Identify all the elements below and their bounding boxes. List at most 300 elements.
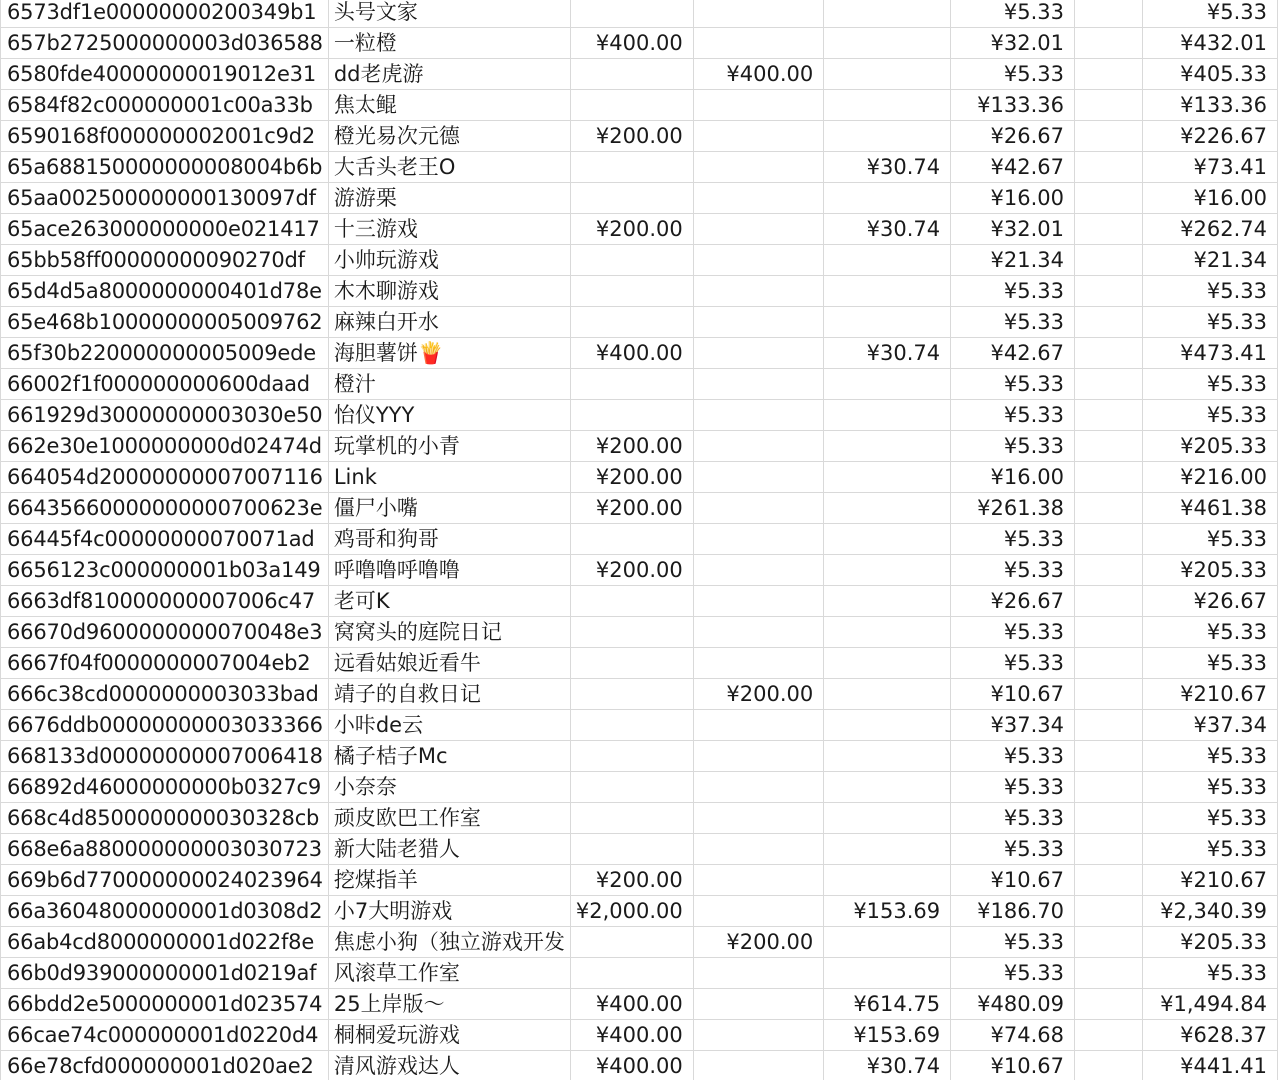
cell-amount-2[interactable] [693,710,823,741]
cell-total[interactable]: ¥5.33 [1143,958,1278,989]
table-row [1,617,1278,648]
cell-total[interactable]: ¥210.67 [1143,679,1278,710]
cell-total[interactable]: ¥5.33 [1143,400,1278,431]
cell-amount-4[interactable]: ¥5.33 [951,276,1075,307]
cell-empty[interactable] [1074,400,1142,431]
cell-amount-3[interactable] [824,555,951,586]
cell-amount-2[interactable] [693,555,823,586]
cell-user-name[interactable]: 木木聊游戏 [328,276,570,307]
cell-amount-1[interactable] [570,803,693,834]
cell-amount-3[interactable] [824,958,951,989]
cell-user-name[interactable]: 海胆薯饼🍟 [328,338,570,369]
cell-empty[interactable] [1074,803,1142,834]
cell-empty[interactable] [1074,958,1142,989]
cell-amount-3[interactable] [824,772,951,803]
cell-user-id[interactable]: 66b0d939000000001d0219af [1,958,329,989]
cell-empty[interactable] [1074,462,1142,493]
cell-amount-3[interactable] [824,741,951,772]
cell-amount-4[interactable]: ¥5.33 [951,307,1075,338]
cell-amount-4[interactable]: ¥5.33 [951,555,1075,586]
cell-amount-2[interactable]: ¥400.00 [693,59,823,90]
cell-total[interactable]: ¥37.34 [1143,710,1278,741]
cell-amount-2[interactable]: ¥200.00 [693,927,823,958]
cell-total[interactable]: ¥205.33 [1143,431,1278,462]
cell-total[interactable]: ¥73.41 [1143,152,1278,183]
cell-amount-1[interactable]: ¥2,000.00 [570,896,693,927]
cell-amount-4[interactable]: ¥42.67 [951,152,1075,183]
cell-amount-3[interactable]: ¥153.69 [824,1020,951,1051]
cell-empty[interactable] [1074,989,1142,1020]
cell-user-id[interactable]: 66892d46000000000b0327c9 [1,772,329,803]
cell-amount-4[interactable]: ¥5.33 [951,59,1075,90]
cell-user-id[interactable]: 65e468b10000000005009762 [1,307,329,338]
cell-amount-3[interactable] [824,369,951,400]
cell-amount-4[interactable]: ¥26.67 [951,586,1075,617]
cell-amount-1[interactable] [570,183,693,214]
cell-amount-2[interactable] [693,741,823,772]
cell-amount-4[interactable]: ¥10.67 [951,679,1075,710]
cell-amount-2[interactable] [693,400,823,431]
cell-amount-2[interactable] [693,958,823,989]
cell-amount-1[interactable]: ¥200.00 [570,555,693,586]
cell-amount-1[interactable]: ¥200.00 [570,865,693,896]
cell-user-name[interactable]: 风滚草工作室 [328,958,570,989]
cell-amount-3[interactable] [824,865,951,896]
cell-amount-1[interactable] [570,307,693,338]
cell-amount-2[interactable] [693,276,823,307]
cell-empty[interactable] [1074,1020,1142,1051]
cell-user-name[interactable]: 麻辣白开水 [328,307,570,338]
cell-empty[interactable] [1074,28,1142,59]
cell-total[interactable]: ¥5.33 [1143,524,1278,555]
cell-empty[interactable] [1074,524,1142,555]
cell-amount-2[interactable] [693,617,823,648]
cell-user-name[interactable]: 橙汁 [328,369,570,400]
cell-empty[interactable] [1074,59,1142,90]
cell-amount-3[interactable] [824,307,951,338]
cell-amount-3[interactable] [824,400,951,431]
cell-amount-2[interactable] [693,369,823,400]
cell-amount-1[interactable] [570,586,693,617]
cell-amount-4[interactable]: ¥5.33 [951,648,1075,679]
cell-total[interactable]: ¥461.38 [1143,493,1278,524]
cell-user-id[interactable]: 657b2725000000003d036588 [1,28,329,59]
cell-amount-3[interactable] [824,524,951,555]
cell-total[interactable]: ¥216.00 [1143,462,1278,493]
table-row [1,493,1278,524]
cell-user-name[interactable]: 游游栗 [328,183,570,214]
cell-amount-2[interactable] [693,989,823,1020]
cell-amount-4[interactable]: ¥5.33 [951,369,1075,400]
cell-user-id[interactable]: 66670d9600000000070048e3 [1,617,329,648]
cell-user-name[interactable]: 小帅玩游戏 [328,245,570,276]
cell-total[interactable]: ¥5.33 [1143,648,1278,679]
table-row [1,276,1278,307]
cell-total[interactable]: ¥441.41 [1143,1051,1278,1080]
cell-amount-3[interactable] [824,803,951,834]
table-row [1,586,1278,617]
cell-amount-1[interactable]: ¥400.00 [570,989,693,1020]
cell-user-id[interactable]: 6663df810000000007006c47 [1,586,329,617]
cell-amount-1[interactable]: ¥200.00 [570,493,693,524]
cell-empty[interactable] [1074,555,1142,586]
cell-empty[interactable] [1074,617,1142,648]
cell-amount-4[interactable]: ¥16.00 [951,462,1075,493]
cell-user-id[interactable]: 6584f82c000000001c00a33b [1,90,329,121]
table-row [1,524,1278,555]
cell-empty[interactable] [1074,772,1142,803]
cell-total[interactable]: ¥21.34 [1143,245,1278,276]
cell-amount-2[interactable] [693,772,823,803]
cell-total[interactable]: ¥205.33 [1143,927,1278,958]
cell-user-id[interactable]: 6580fde40000000019012e31 [1,59,329,90]
cell-user-name[interactable]: 新大陆老猎人 [328,834,570,865]
cell-total[interactable]: ¥262.74 [1143,214,1278,245]
cell-amount-1[interactable]: ¥400.00 [570,1020,693,1051]
cell-amount-2[interactable] [693,121,823,152]
cell-empty[interactable] [1074,338,1142,369]
cell-empty[interactable] [1074,0,1142,28]
table-row [1,152,1278,183]
cell-user-name[interactable]: 焦虑小狗（独立游戏开发 [328,927,570,958]
cell-user-id[interactable]: 66445f4c00000000070071ad [1,524,329,555]
cell-amount-3[interactable] [824,586,951,617]
cell-amount-2[interactable] [693,896,823,927]
cell-user-name[interactable]: dd老虎游 [328,59,570,90]
cell-amount-3[interactable]: ¥30.74 [824,214,951,245]
cell-amount-4[interactable]: ¥5.33 [951,803,1075,834]
cell-amount-4[interactable]: ¥32.01 [951,28,1075,59]
cell-user-id[interactable]: 6667f04f0000000007004eb2 [1,648,329,679]
cell-amount-4[interactable]: ¥74.68 [951,1020,1075,1051]
cell-amount-1[interactable] [570,958,693,989]
table-row [1,28,1278,59]
cell-amount-3[interactable] [824,834,951,865]
cell-total[interactable]: ¥26.67 [1143,586,1278,617]
cell-user-name[interactable]: 呼噜噜呼噜噜 [328,555,570,586]
cell-user-id[interactable]: 66002f1f000000000600daad [1,369,329,400]
cell-amount-3[interactable] [824,617,951,648]
cell-empty[interactable] [1074,586,1142,617]
cell-total[interactable]: ¥5.33 [1143,307,1278,338]
cell-user-name[interactable]: 鸡哥和狗哥 [328,524,570,555]
cell-user-name[interactable]: 一粒橙 [328,28,570,59]
cell-user-id[interactable]: 66435660000000000700623e [1,493,329,524]
cell-amount-1[interactable] [570,276,693,307]
cell-user-id[interactable]: 668e6a880000000003030723 [1,834,329,865]
cell-total[interactable]: ¥628.37 [1143,1020,1278,1051]
cell-amount-2[interactable] [693,431,823,462]
cell-amount-4[interactable]: ¥5.33 [951,524,1075,555]
cell-amount-3[interactable] [824,679,951,710]
cell-user-id[interactable]: 65a688150000000008004b6b [1,152,329,183]
cell-amount-3[interactable] [824,90,951,121]
cell-amount-1[interactable] [570,369,693,400]
cell-amount-2[interactable] [693,803,823,834]
table-row [1,772,1278,803]
cell-empty[interactable] [1074,648,1142,679]
cell-total[interactable]: ¥473.41 [1143,338,1278,369]
cell-user-id[interactable]: 66cae74c000000001d0220d4 [1,1020,329,1051]
cell-amount-1[interactable]: ¥200.00 [570,121,693,152]
cell-amount-3[interactable]: ¥30.74 [824,152,951,183]
cell-amount-2[interactable] [693,90,823,121]
cell-amount-1[interactable] [570,710,693,741]
cell-total[interactable]: ¥5.33 [1143,741,1278,772]
table-row [1,555,1278,586]
cell-user-id[interactable]: 66a36048000000001d0308d2 [1,896,329,927]
cell-amount-2[interactable] [693,462,823,493]
cell-amount-3[interactable] [824,493,951,524]
cell-empty[interactable] [1074,896,1142,927]
cell-amount-4[interactable]: ¥21.34 [951,245,1075,276]
cell-user-name[interactable]: 橙光易次元德 [328,121,570,152]
cell-empty[interactable] [1074,90,1142,121]
cell-amount-3[interactable] [824,28,951,59]
cell-amount-2[interactable] [693,214,823,245]
cell-user-id[interactable]: 65bb58ff00000000090270df [1,245,329,276]
cell-user-id[interactable]: 662e30e1000000000d02474d [1,431,329,462]
cell-amount-4[interactable]: ¥26.67 [951,121,1075,152]
cell-amount-3[interactable] [824,710,951,741]
cell-amount-1[interactable] [570,772,693,803]
cell-amount-1[interactable] [570,927,693,958]
cell-amount-2[interactable]: ¥200.00 [693,679,823,710]
cell-user-name[interactable]: 小7大明游戏 [328,896,570,927]
cell-amount-3[interactable] [824,59,951,90]
table-row [1,865,1278,896]
cell-amount-4[interactable]: ¥32.01 [951,214,1075,245]
cell-user-id[interactable]: 65aa002500000000130097df [1,183,329,214]
cell-empty[interactable] [1074,710,1142,741]
cell-amount-4[interactable]: ¥480.09 [951,989,1075,1020]
cell-amount-2[interactable] [693,307,823,338]
cell-amount-2[interactable] [693,648,823,679]
cell-empty[interactable] [1074,152,1142,183]
cell-empty[interactable] [1074,741,1142,772]
cell-amount-4[interactable]: ¥5.33 [951,0,1075,28]
table-row [1,0,1278,28]
table-row [1,648,1278,679]
cell-empty[interactable] [1074,1051,1142,1080]
cell-empty[interactable] [1074,276,1142,307]
cell-user-name[interactable]: Link [328,462,570,493]
cell-amount-1[interactable] [570,741,693,772]
table-row [1,462,1278,493]
cell-amount-3[interactable] [824,245,951,276]
cell-empty[interactable] [1074,121,1142,152]
cell-user-id[interactable]: 668133d00000000007006418 [1,741,329,772]
cell-user-name[interactable]: 挖煤指羊 [328,865,570,896]
cell-user-id[interactable]: 661929d30000000003030e50 [1,400,329,431]
cell-user-name[interactable]: 焦太鲲 [328,90,570,121]
cell-user-name[interactable]: 橘子桔子Mc [328,741,570,772]
cell-amount-4[interactable]: ¥37.34 [951,710,1075,741]
table-row [1,834,1278,865]
cell-user-id[interactable]: 6656123c000000001b03a149 [1,555,329,586]
cell-amount-2[interactable] [693,152,823,183]
cell-total[interactable]: ¥5.33 [1143,0,1278,28]
cell-amount-2[interactable] [693,338,823,369]
cell-user-id[interactable]: 6573df1e00000000200349b1 [1,0,329,28]
cell-user-id[interactable]: 66bdd2e5000000001d023574 [1,989,329,1020]
cell-amount-3[interactable] [824,0,951,28]
cell-empty[interactable] [1074,493,1142,524]
cell-amount-3[interactable] [824,648,951,679]
cell-amount-1[interactable]: ¥200.00 [570,431,693,462]
cell-user-name[interactable]: 顽皮欧巴工作室 [328,803,570,834]
cell-amount-4[interactable]: ¥10.67 [951,865,1075,896]
cell-total[interactable]: ¥2,340.39 [1143,896,1278,927]
cell-user-id[interactable]: 669b6d770000000024023964 [1,865,329,896]
cell-user-id[interactable]: 664054d20000000007007116 [1,462,329,493]
cell-amount-3[interactable]: ¥153.69 [824,896,951,927]
cell-amount-4[interactable]: ¥5.33 [951,958,1075,989]
cell-amount-2[interactable] [693,834,823,865]
cell-amount-1[interactable]: ¥200.00 [570,214,693,245]
cell-amount-3[interactable]: ¥30.74 [824,1051,951,1080]
cell-user-name[interactable]: 十三游戏 [328,214,570,245]
cell-amount-4[interactable]: ¥5.33 [951,431,1075,462]
cell-amount-4[interactable]: ¥5.33 [951,617,1075,648]
cell-total[interactable]: ¥5.33 [1143,772,1278,803]
cell-amount-2[interactable] [693,586,823,617]
cell-amount-4[interactable]: ¥5.33 [951,400,1075,431]
cell-amount-1[interactable] [570,59,693,90]
cell-amount-1[interactable] [570,617,693,648]
cell-user-name[interactable]: 僵尸小嘴 [328,493,570,524]
cell-amount-1[interactable] [570,90,693,121]
cell-amount-4[interactable]: ¥5.33 [951,927,1075,958]
cell-amount-3[interactable]: ¥30.74 [824,338,951,369]
cell-total[interactable]: ¥405.33 [1143,59,1278,90]
cell-amount-1[interactable]: ¥400.00 [570,1051,693,1080]
table-row [1,679,1278,710]
cell-empty[interactable] [1074,183,1142,214]
cell-user-name[interactable]: 清风游戏达人 [328,1051,570,1080]
table-row [1,958,1278,989]
cell-amount-1[interactable]: ¥400.00 [570,338,693,369]
cell-amount-2[interactable] [693,245,823,276]
cell-user-name[interactable]: 小咔de云 [328,710,570,741]
cell-user-name[interactable]: 小奈奈 [328,772,570,803]
cell-user-id[interactable]: 65f30b220000000005009ede [1,338,329,369]
cell-user-id[interactable]: 666c38cd0000000003033bad [1,679,329,710]
cell-amount-4[interactable]: ¥42.67 [951,338,1075,369]
cell-amount-2[interactable] [693,524,823,555]
cell-total[interactable]: ¥1,494.84 [1143,989,1278,1020]
cell-amount-3[interactable] [824,121,951,152]
cell-user-name[interactable]: 玩掌机的小青 [328,431,570,462]
cell-amount-4[interactable]: ¥261.38 [951,493,1075,524]
cell-total[interactable]: ¥5.33 [1143,369,1278,400]
table-row [1,710,1278,741]
cell-user-id[interactable]: 65ace263000000000e021417 [1,214,329,245]
cell-total[interactable]: ¥205.33 [1143,555,1278,586]
cell-amount-1[interactable] [570,679,693,710]
cell-amount-1[interactable] [570,245,693,276]
cell-amount-2[interactable] [693,1051,823,1080]
cell-total[interactable]: ¥5.33 [1143,617,1278,648]
cell-amount-2[interactable] [693,183,823,214]
cell-amount-3[interactable] [824,462,951,493]
cell-user-id[interactable]: 668c4d8500000000030328cb [1,803,329,834]
cell-user-name[interactable]: 大舌头老王O [328,152,570,183]
cell-amount-2[interactable] [693,0,823,28]
cell-empty[interactable] [1074,369,1142,400]
cell-amount-3[interactable] [824,431,951,462]
cell-user-name[interactable]: 25上岸版～ [328,989,570,1020]
cell-empty[interactable] [1074,834,1142,865]
cell-user-name[interactable]: 窝窝头的庭院日记 [328,617,570,648]
cell-amount-2[interactable] [693,865,823,896]
cell-user-id[interactable]: 6676ddb00000000003033366 [1,710,329,741]
cell-user-name[interactable]: 靖子的自救日记 [328,679,570,710]
cell-amount-2[interactable] [693,28,823,59]
cell-user-id[interactable]: 66ab4cd8000000001d022f8e [1,927,329,958]
cell-amount-4[interactable]: ¥10.67 [951,1051,1075,1080]
cell-empty[interactable] [1074,245,1142,276]
cell-amount-3[interactable]: ¥614.75 [824,989,951,1020]
cell-total[interactable]: ¥5.33 [1143,834,1278,865]
cell-amount-3[interactable] [824,183,951,214]
cell-amount-4[interactable]: ¥5.33 [951,741,1075,772]
cell-user-id[interactable]: 65d4d5a8000000000401d78e [1,276,329,307]
cell-amount-2[interactable] [693,493,823,524]
cell-amount-4[interactable]: ¥133.36 [951,90,1075,121]
cell-amount-1[interactable] [570,524,693,555]
cell-user-id[interactable]: 66e78cfd000000001d020ae2 [1,1051,329,1080]
cell-amount-3[interactable] [824,927,951,958]
cell-amount-1[interactable] [570,400,693,431]
cell-empty[interactable] [1074,214,1142,245]
cell-total[interactable]: ¥432.01 [1143,28,1278,59]
cell-user-name[interactable]: 头号文家 [328,0,570,28]
cell-amount-4[interactable]: ¥5.33 [951,772,1075,803]
cell-total[interactable]: ¥5.33 [1143,803,1278,834]
cell-user-name[interactable]: 怡仪YYY [328,400,570,431]
cell-amount-1[interactable] [570,0,693,28]
cell-empty[interactable] [1074,431,1142,462]
table-row [1,431,1278,462]
cell-amount-1[interactable] [570,834,693,865]
cell-empty[interactable] [1074,927,1142,958]
cell-user-name[interactable]: 远看姑娘近看牛 [328,648,570,679]
cell-total[interactable]: ¥226.67 [1143,121,1278,152]
cell-amount-1[interactable]: ¥200.00 [570,462,693,493]
cell-user-name[interactable]: 桐桐爱玩游戏 [328,1020,570,1051]
cell-amount-1[interactable]: ¥400.00 [570,28,693,59]
table-row [1,307,1278,338]
cell-empty[interactable] [1074,307,1142,338]
cell-amount-2[interactable] [693,1020,823,1051]
cell-amount-4[interactable]: ¥186.70 [951,896,1075,927]
cell-amount-3[interactable] [824,276,951,307]
cell-user-name[interactable]: 老可K [328,586,570,617]
cell-amount-1[interactable] [570,648,693,679]
cell-amount-1[interactable] [570,152,693,183]
cell-empty[interactable] [1074,865,1142,896]
cell-user-id[interactable]: 6590168f000000002001c9d2 [1,121,329,152]
cell-total[interactable]: ¥5.33 [1143,276,1278,307]
cell-total[interactable]: ¥210.67 [1143,865,1278,896]
cell-empty[interactable] [1074,679,1142,710]
cell-amount-4[interactable]: ¥5.33 [951,834,1075,865]
cell-amount-4[interactable]: ¥16.00 [951,183,1075,214]
table-row [1,59,1278,90]
cell-total[interactable]: ¥16.00 [1143,183,1278,214]
cell-total[interactable]: ¥133.36 [1143,90,1278,121]
